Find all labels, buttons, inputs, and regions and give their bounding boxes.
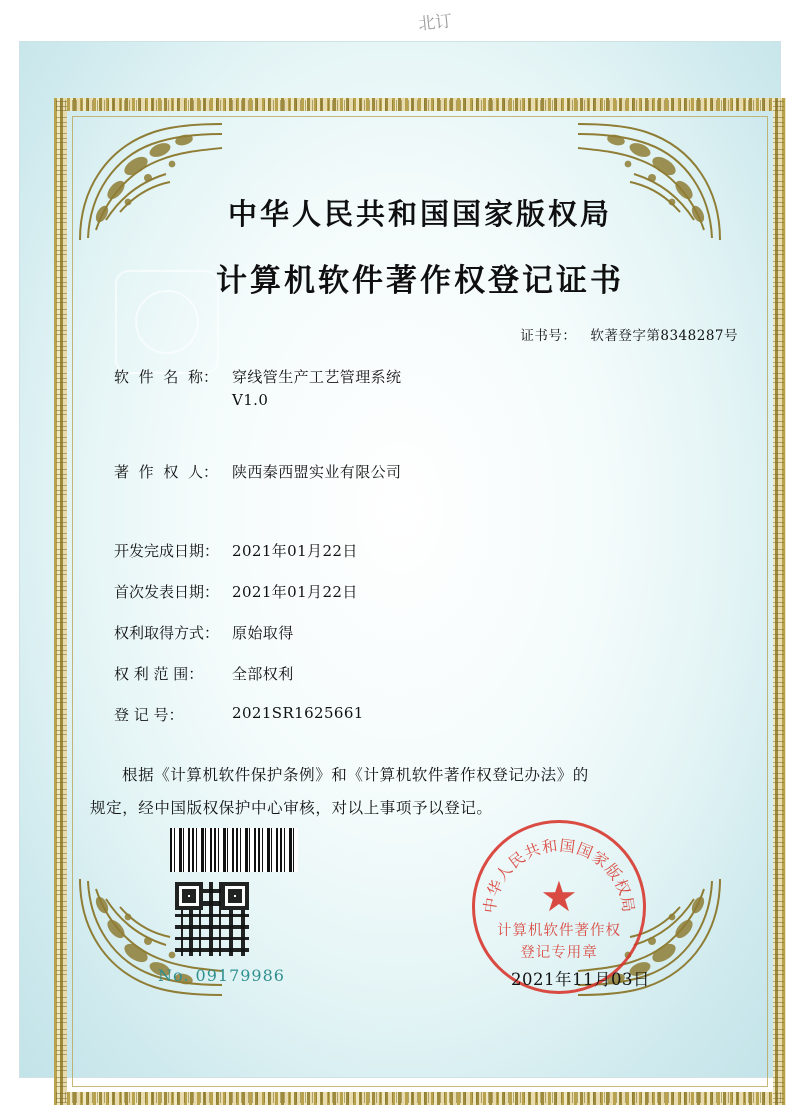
field-rights-scope [90, 663, 750, 684]
label-char: 件 [138, 368, 154, 386]
certificate-number-label: 证书号： [520, 328, 577, 344]
software-version-text: V1.0 [232, 391, 269, 409]
barcode [170, 828, 298, 872]
handwritten-mark: 北订 [417, 11, 454, 35]
seal-line-1: 计算机软件著作权 [497, 923, 621, 939]
star-icon: ★ [540, 872, 578, 920]
field-registration-number-value: 2021SR1625661 [232, 704, 364, 722]
spacer [90, 415, 750, 461]
field-software-name-value [232, 366, 750, 409]
certificate-number-value: 软著登字第8348287号 [590, 328, 738, 344]
field-development-date-label: 开发完成日期： [114, 542, 220, 560]
field-acquisition-method-value: 原始取得 [232, 624, 294, 642]
field-copyright-owner-value: 陕西秦西盟实业有限公司 [232, 463, 402, 481]
field-first-publish-date-value: 2021年01月22日 [232, 583, 358, 601]
field-registration-number [90, 704, 750, 725]
label-char: 名 [163, 368, 179, 386]
page-subtitle: 计算机软件著作权登记证书 [216, 263, 624, 299]
legal-statement-line-2: 规定，经中国版权保护中心审核，对以上事项予以登记。 [90, 798, 493, 817]
label-char: 软 [114, 368, 130, 386]
legal-statement [90, 759, 750, 824]
certificate-number [90, 324, 750, 344]
field-first-publish-date [90, 581, 750, 602]
page-title: 中华人民共和国国家版权局 [227, 197, 612, 231]
field-software-name-label [90, 366, 232, 387]
field-rights-scope-label: 权 利 范 围： [114, 665, 204, 683]
field-development-date-value: 2021年01月22日 [232, 542, 358, 560]
label-char: 称： [187, 368, 218, 386]
field-acquisition-method-label: 权利取得方式： [114, 624, 220, 642]
fields-group-primary [90, 366, 750, 482]
certificate-content [90, 162, 750, 824]
field-registration-number-label: 登 记 号： [114, 706, 184, 724]
serial-number-value: 09179986 [195, 966, 285, 985]
label-char: 著 [114, 463, 130, 481]
fields-group-secondary [90, 540, 750, 725]
field-copyright-owner-label [90, 461, 232, 482]
field-rights-scope-value: 全部权利 [232, 665, 294, 683]
serial-number [158, 966, 285, 985]
qr-code [175, 882, 249, 956]
field-acquisition-method [90, 622, 750, 643]
field-first-publish-date-label: 首次发表日期： [114, 583, 220, 601]
label-char: 作 [138, 463, 154, 481]
field-software-name [90, 366, 750, 409]
software-name-text: 穿线管生产工艺管理系统 [232, 368, 402, 386]
seal-line-2: 登记专用章 [520, 945, 598, 961]
field-copyright-owner [90, 461, 750, 482]
label-char: 人： [187, 463, 218, 481]
label-char: 权 [163, 463, 179, 481]
field-development-date [90, 540, 750, 561]
legal-statement-line-1: 根据《计算机软件保护条例》和《计算机软件著作权登记办法》的 [122, 766, 589, 784]
issue-date: 2021年11月03日 [511, 970, 650, 989]
certificate-paper [20, 42, 780, 1077]
serial-number-label: No. [158, 966, 190, 985]
svg-text:中华人民共和国国家版权局: 中华人民共和国国家版权局 [480, 836, 638, 915]
